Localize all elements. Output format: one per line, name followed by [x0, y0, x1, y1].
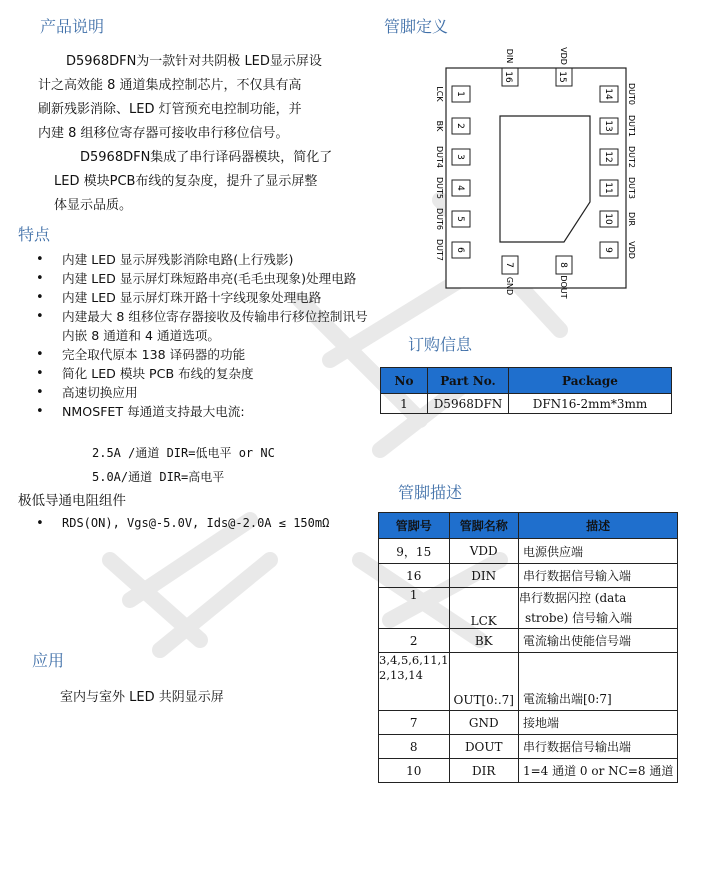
pin-num: 7 — [379, 711, 450, 735]
order-no: 1 — [381, 394, 428, 414]
order-col-package: Package — [509, 368, 672, 394]
pin-num — [379, 653, 450, 711]
pin-label-gnd: GND — [505, 276, 514, 296]
pin-name: BK — [449, 629, 518, 653]
rds-list — [36, 514, 376, 533]
pin-desc: 电源供应端 — [518, 539, 677, 564]
pin-name: VDD — [449, 539, 518, 564]
product-line: D5968DFN集成了串行译码器模块，简化了 — [80, 150, 333, 165]
pin-name: OUT[0:.7] — [449, 653, 518, 711]
pin-name: LCK — [449, 588, 518, 629]
pin-label-dut7: DUT7 — [435, 239, 444, 261]
pin-name: DOUT — [449, 735, 518, 759]
pin-desc-line: strobe) 信号输入端 — [524, 611, 633, 625]
pin-label-dout: DOUT — [559, 275, 568, 299]
pin-num: 16 — [379, 564, 450, 588]
feature-item: • 内建 LED 显示屏灯珠短路串亮(毛毛虫现象)处理电路 — [36, 269, 376, 288]
pin-desc: 1=4 通道 0 or NC=8 通道 — [518, 759, 677, 783]
pin-desc: 電流输出使能信号端 — [518, 629, 677, 653]
pin-label-dut6: DUT6 — [435, 208, 444, 230]
application-heading: 应用 — [32, 651, 65, 670]
features-list — [36, 250, 376, 421]
pin-num-1: 1 — [455, 91, 465, 97]
pin-num-8: 8 — [558, 262, 568, 268]
pin-desc: 串行数据信号输入端 — [518, 564, 677, 588]
product-line: LED 模块PCB布线的复杂度，提升了显示屏整 — [54, 174, 318, 189]
pin-num-13: 13 — [603, 120, 613, 132]
pin-desc — [518, 588, 677, 629]
pin-label-vdd-right: VDD — [627, 241, 636, 259]
order-header-row — [381, 368, 672, 394]
order-col-part: Part No. — [428, 368, 509, 394]
feature-item: • 高速切换应用 — [36, 383, 376, 402]
product-heading: 产品说明 — [40, 17, 105, 36]
pin-label-dut0: DUT0 — [627, 83, 636, 105]
pin-desc: 串行数据信号输出端 — [518, 735, 677, 759]
pin-label-dir: DIR — [627, 211, 636, 227]
pin-num-11: 11 — [603, 182, 613, 194]
pin-col-desc: 描述 — [518, 513, 677, 539]
order-heading: 订购信息 — [408, 335, 473, 354]
pin-num: 8 — [379, 735, 450, 759]
pin-num-9: 9 — [603, 247, 613, 253]
product-description — [38, 50, 332, 218]
pin-num: 2 — [379, 629, 450, 653]
pin-label-vdd-top: VDD — [559, 47, 568, 65]
pin-num-4: 4 — [455, 185, 465, 191]
pin-label-dut2: DUT2 — [627, 146, 636, 168]
rds-spec: • RDS(ON), Vgs@-5.0V, Ids@-2.0A ≤ 150mΩ — [36, 514, 376, 533]
product-line: D5968DFN为一款针对共阴极 LED显示屏设 — [66, 54, 322, 69]
product-line: 刷新残影消除、LED 灯管预充电控制功能，并 — [38, 102, 302, 117]
table-row — [379, 711, 678, 735]
pin-num: 9，15 — [379, 539, 450, 564]
pin-num-10: 10 — [603, 213, 613, 225]
table-row — [379, 564, 678, 588]
pin-label-din: DIN — [505, 48, 514, 64]
features-heading: 特点 — [18, 225, 51, 244]
feature-item: • 完全取代原本 138 译码器的功能 — [36, 345, 376, 364]
feature-item: • NMOSFET 每通道支持最大电流: — [36, 402, 376, 421]
product-line: 内建 8 组移位寄存器可接收串行移位信号。 — [38, 126, 289, 141]
pin-desc-line: 串行数据闪控 (data — [518, 591, 627, 605]
application-text: 室内与室外 LED 共阴显示屏 — [60, 690, 224, 705]
pin-col-num: 管脚号 — [379, 513, 450, 539]
product-line: 计之高效能 8 通道集成控制芯片，不仅具有高 — [38, 78, 302, 93]
pin-num: 1 — [379, 588, 450, 629]
pin-col-name: 管脚名称 — [449, 513, 518, 539]
pin-num-line: 3,4,5,6,11,1 — [379, 653, 449, 667]
pin-label-bk: BK — [435, 120, 444, 132]
pin-num-3: 3 — [455, 154, 465, 160]
order-table — [380, 367, 672, 414]
pin-desc: 接地端 — [518, 711, 677, 735]
pin-num-16: 16 — [503, 71, 513, 83]
low-resistance-heading: 极低导通电阻组件 — [18, 493, 126, 509]
pin-label-dut3: DUT3 — [627, 177, 636, 199]
pin-num-12: 12 — [603, 151, 613, 163]
pin-num-line: 2,13,14 — [379, 668, 423, 682]
pin-desc-heading: 管脚描述 — [398, 483, 463, 502]
pin-name: DIN — [449, 564, 518, 588]
pin-num-7: 7 — [504, 262, 514, 268]
pin-desc-header-row — [379, 513, 678, 539]
table-row — [379, 759, 678, 783]
order-col-no: No — [381, 368, 428, 394]
current-spec-1: 2.5A /通道 DIR=低电平 or NC — [92, 446, 275, 460]
feature-item: • 内建最大 8 组移位寄存器接收及传输串行移位控制讯号 内嵌 8 通道和 4 通道选项。 — [36, 307, 376, 345]
table-row — [379, 539, 678, 564]
product-line: 体显示品质。 — [54, 198, 133, 213]
table-row — [379, 653, 678, 711]
pin-label-dut1: DUT1 — [627, 115, 636, 137]
feature-item: • 内建 LED 显示屏灯珠开路十字线现象处理电路 — [36, 288, 376, 307]
order-part: D5968DFN — [428, 394, 509, 414]
table-row — [379, 588, 678, 629]
pin-num-15: 15 — [557, 71, 567, 83]
order-package: DFN16-2mm*3mm — [509, 394, 672, 414]
pinout-diagram — [430, 44, 646, 308]
feature-item: • 简化 LED 模块 PCB 布线的复杂度 — [36, 364, 376, 383]
pin-label-dut5: DUT5 — [435, 177, 444, 199]
pin-name: GND — [449, 711, 518, 735]
pin-num-5: 5 — [455, 216, 465, 222]
pin-num-14: 14 — [603, 88, 613, 100]
pinout-heading: 管脚定义 — [384, 17, 449, 36]
pin-desc-table — [378, 512, 678, 783]
pin-num-2: 2 — [455, 123, 465, 129]
pin-label-dut4: DUT4 — [435, 146, 444, 168]
pin-label-lck: LCK — [435, 86, 444, 102]
pin-num-6: 6 — [455, 247, 465, 253]
table-row — [379, 735, 678, 759]
pin-num: 10 — [379, 759, 450, 783]
pin-desc: 電流输出端[0:7] — [518, 653, 677, 711]
current-spec-2: 5.0A/通道 DIR=高电平 — [92, 470, 225, 484]
feature-item: • 内建 LED 显示屏残影消除电路(上行残影) — [36, 250, 376, 269]
table-row — [381, 394, 672, 414]
table-row — [379, 629, 678, 653]
pin-name: DIR — [449, 759, 518, 783]
